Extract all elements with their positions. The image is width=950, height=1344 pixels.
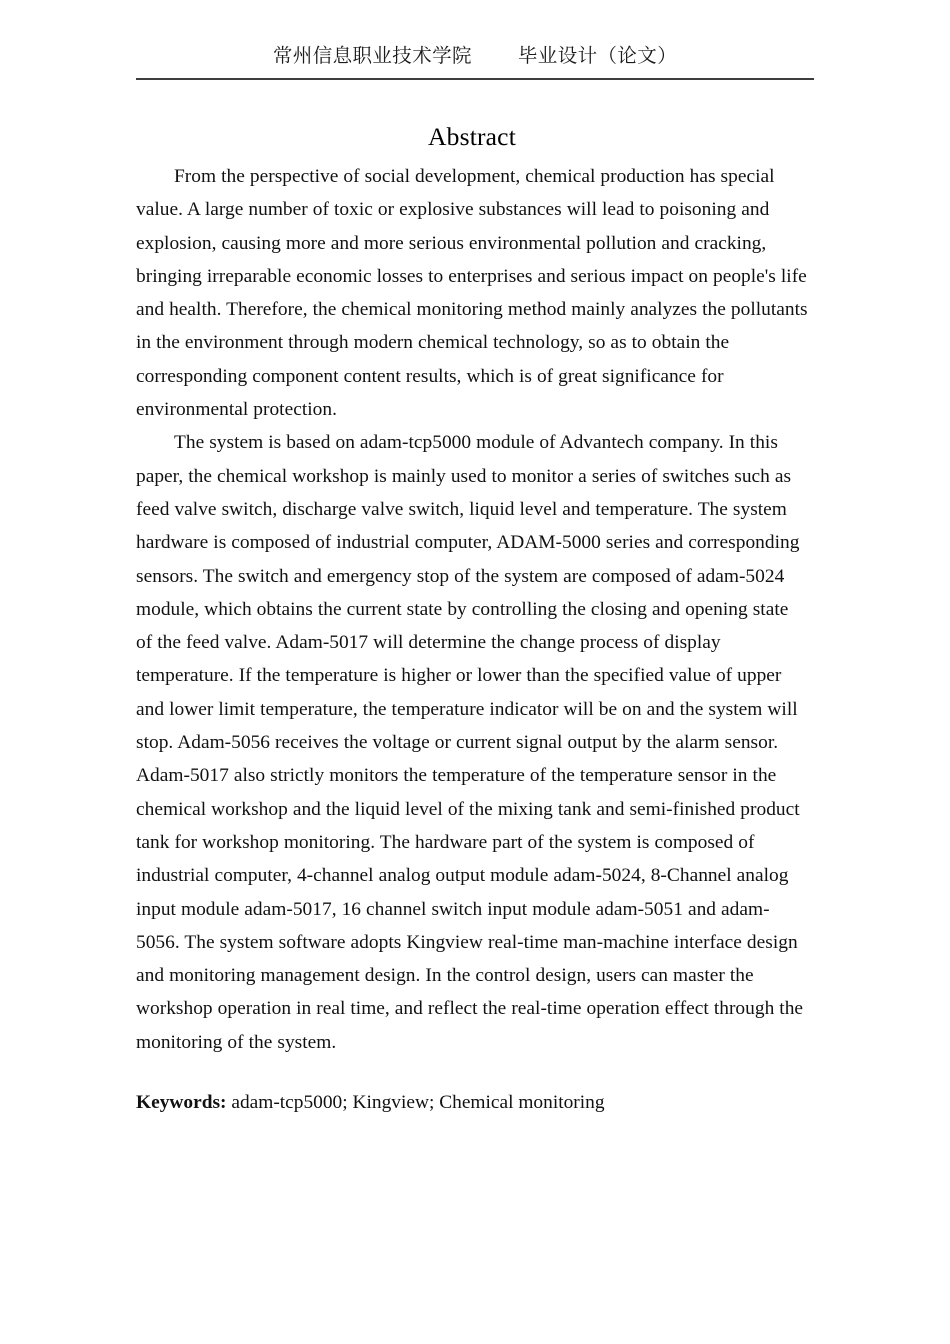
header-document-type: 毕业设计（论文） (517, 46, 678, 67)
document-content (136, 120, 808, 1119)
abstract-paragraph-1: From the perspective of social development, chemical production has special value. A large number of toxic or explosive substances will lead to poisoning and explosion, causing more and more serious environmental pollution and cracking, bringing irreparable economic losses to enterprises and serious impact on people's life and health. Therefore, the chemical monitoring method mainly analyzes the pollutants in the environment through modern chemical technology, so as to obtain the corresponding component content results, which is of great significance for environmental protection. (136, 166, 808, 421)
abstract-paragraph-2: The system is based on adam-tcp5000 module of Advantech company. In this paper, the chemical workshop is mainly used to monitor a series of switches such as feed valve switch, discharge valve switch, liquid level and temperature. The system hardware is composed of industrial computer, ADAM-5000 series and corresponding sensors. The switch and emergency stop of the system are composed of adam-5024 module, which obtains the current state by controlling the closing and opening state of the feed valve. Adam-5017 will determine the change process of display temperature. If the temperature is higher or lower than the specified value of upper and lower limit temperature, the temperature indicator will be on and the system will stop. Adam-5056 receives the voltage or current signal output by the alarm sensor. Adam-5017 also strictly monitors the temperature of the temperature sensor in the chemical workshop and the liquid level of the mixing tank and semi-finished product tank for workshop monitoring. The hardware part of the system is composed of industrial computer, 4-channel analog output module adam-5024, 8-Channel analog input module adam-5017, 16 channel switch input module adam-5051 and adam-5056. The system software adopts Kingview real-time man-machine interface design and monitoring management design. In the control design, users can master the workshop operation in real time, and reflect the real-time operation effect through the monitoring of the system. (136, 432, 804, 1053)
header-institution-name: 常州信息职业技术学院 (272, 46, 472, 67)
keywords-line (136, 1059, 808, 1119)
keywords-value: adam-tcp5000; Kingview; Chemical monitoring (226, 1092, 605, 1114)
page-title: Abstract (428, 122, 516, 151)
keywords-label: Keywords: (136, 1092, 227, 1114)
page-running-header (136, 44, 814, 78)
header-divider-rule (136, 78, 814, 80)
